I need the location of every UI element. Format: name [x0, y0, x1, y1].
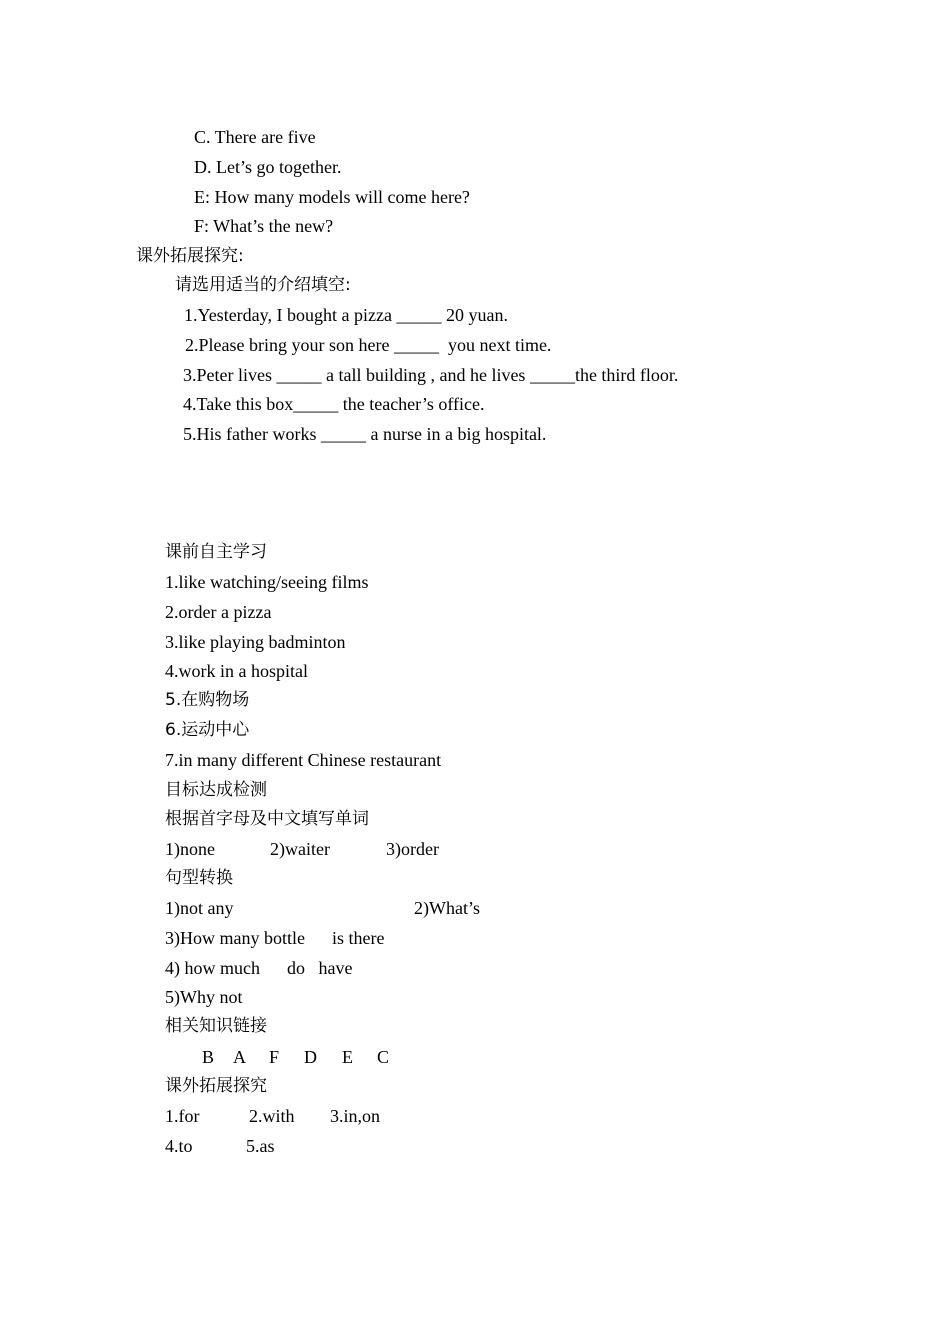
ext-answer: 5.as: [246, 1136, 275, 1156]
option-d: D. Let’s go together.: [194, 157, 342, 177]
extension-item-1: 1.Yesterday, I bought a pizza _____ 20 yuan.: [184, 305, 508, 325]
transform-answer-5: 5)Why not: [165, 987, 243, 1007]
ext-answer: 3.in,on: [330, 1106, 381, 1126]
option-e: E: How many models will come here?: [194, 187, 470, 207]
preview-item: 6.运动中心: [165, 720, 250, 740]
extension-item-2: 2.Please bring your son here _____ you next time.: [185, 335, 552, 355]
fill-answer-3: 3)order: [386, 839, 439, 859]
fill-answer-1: 1)none: [165, 839, 215, 859]
preview-item: 3.like playing badminton: [165, 632, 346, 652]
preview-item: 5.在购物场: [165, 690, 250, 710]
related-answer: B: [202, 1047, 215, 1067]
preview-item: 7.in many different Chinese restaurant: [165, 750, 442, 770]
extension-instruction: 请选用适当的介绍填空:: [175, 275, 351, 295]
transform-answer-4: 4) how much do have: [165, 958, 353, 978]
extension-heading: 课外拓展探究:: [136, 246, 244, 266]
related-answer: E: [342, 1047, 353, 1067]
fill-heading: 根据首字母及中文填写单词: [165, 809, 369, 829]
related-answer: F: [269, 1047, 280, 1067]
extension-item-3: 3.Peter lives _____ a tall building , and he lives _____the third floor.: [183, 365, 679, 385]
transform-heading: 句型转换: [165, 868, 233, 888]
goal-heading: 目标达成检测: [165, 780, 267, 800]
ext-answers-heading: 课外拓展探究: [165, 1076, 267, 1096]
extension-item-4: 4.Take this box_____ the teacher’s office.: [183, 394, 485, 414]
transform-answer-3: 3)How many bottle is there: [165, 928, 385, 948]
fill-answer-2: 2)waiter: [270, 839, 330, 859]
related-answer: C: [377, 1047, 390, 1067]
preview-item: 1.like watching/seeing films: [165, 572, 369, 592]
ext-answer: 1.for: [165, 1106, 200, 1126]
preview-heading: 课前自主学习: [165, 542, 267, 562]
preview-item: 4.work in a hospital: [165, 661, 308, 681]
transform-answer-1: 1)not any: [165, 898, 234, 918]
option-c: C. There are five: [194, 127, 316, 147]
ext-answer: 2.with: [249, 1106, 295, 1126]
ext-answer: 4.to: [165, 1136, 193, 1156]
related-answer: A: [233, 1047, 246, 1067]
option-f: F: What’s the new?: [194, 216, 334, 236]
transform-answer-2: 2)What’s: [414, 898, 480, 918]
preview-item: 2.order a pizza: [165, 602, 272, 622]
related-answer: D: [304, 1047, 317, 1067]
extension-item-5: 5.His father works _____ a nurse in a big hospital.: [183, 424, 547, 444]
related-heading: 相关知识链接: [165, 1016, 267, 1036]
